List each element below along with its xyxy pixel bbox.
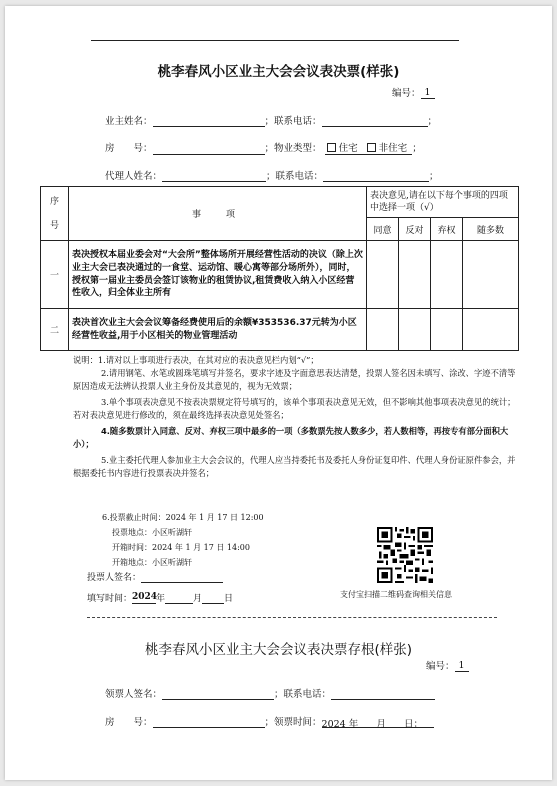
row-item-text: 表决授权本届业委会对“大会所”整体场所开展经营性活动的决议（除上次业主大会已表决通过的一食堂、运动馆、暖心寓等部分场所外），同时，授权第一届业主委员会签订该物业的租赁协议,租赁费收入纳入小区经营性收入，归全体业主所有 [69,241,367,309]
seq-header [41,187,69,241]
fill-day-field[interactable] [202,592,224,604]
seq-header-bottom: 号 [49,220,59,231]
stub-receive-year: 2024 [321,719,346,730]
stub-title: 桃李春风小区业主大会会议表决票存根(样张) [144,642,413,658]
stub-number [426,658,469,672]
vote-table [40,186,519,351]
option-agree: 同意 [367,218,399,241]
ballot-title: 桃李春风小区业主大会会议表决票(样张) [157,64,400,80]
room-row [105,140,422,155]
option-majority: 随多数 [463,218,519,241]
agent-phone-field[interactable] [323,170,429,182]
fill-month-unit: 月 [193,594,203,604]
instructions [73,354,521,480]
stub-phone-label: ；联系电话： [274,689,332,700]
signer-label: 投票人签名： [87,573,142,583]
note-1: 说明：1.请对以上事项进行表决，在其对应的表决意见栏内划“√”； [73,355,319,365]
agent-name-label: 代理人姓名： [105,171,163,182]
opinion-header: 表决意见,请在以下每个事项的四项中选择一项（√） [367,187,519,218]
signer-row [87,570,223,583]
vote-cell-agree[interactable] [367,241,399,309]
stub-room-label: 房 号： [105,717,153,728]
property-type-label: ；物业类型： [264,143,322,154]
vote-cell-oppose[interactable] [399,241,431,309]
fill-time-label: 填写时间： [87,594,133,604]
open-location: 开箱地点：小区听湖轩 [112,558,192,567]
qr-code-icon [377,527,433,583]
property-type-nonresidential: 非住宅 [378,143,408,154]
open-time: 开箱时间：2024 年 1 月 17 日 14:00 [112,543,250,552]
vote-cell-agree[interactable] [367,309,399,351]
stub-room-field[interactable] [153,716,265,728]
vote-cell-abstain[interactable] [431,241,463,309]
stub-year-unit: 年 [348,719,359,730]
option-oppose: 反对 [399,218,431,241]
note-4: 4.随多数票计入同意、反对、弃权三项中最多的一项（多数票先按人数多少，若人数相等，再按专有部分面积大小）； [73,426,509,449]
vote-cell-majority[interactable] [463,309,519,351]
fill-month-field[interactable] [165,592,193,604]
agent-name-field[interactable] [162,170,266,182]
stub-number-label: 编号： [426,661,455,672]
ballot-number-value: 1 [421,87,435,99]
seq-header-top: 序 [49,196,59,207]
row-number: 二 [41,309,69,351]
owner-row-semicolon: ； [427,116,438,127]
stub-receive-time-label: ；领票时间： [264,717,322,728]
ballot-page [5,6,552,780]
agent-row-semicolon: ； [429,171,439,182]
top-rule [91,40,459,41]
owner-row [105,113,437,127]
option-abstain: 弃权 [431,218,463,241]
tear-line [87,617,497,618]
owner-name-label: 业主姓名： [105,116,153,127]
stub-receiver-field[interactable] [162,688,274,700]
checkbox-icon[interactable] [367,143,376,152]
owner-phone-label: ；联系电话： [264,116,322,127]
ballot-number [392,85,435,99]
stub-day-unit: 日： [404,719,424,730]
note-3: 3.单个事项表决意见不按表决票规定符号填写的，该单个事项表决意见无效，但不影响其他事项表决意见的统计；若对表决意见进行修改的，须在最终选择表决意见处签名； [73,397,516,420]
stub-phone-field[interactable] [331,688,435,700]
fill-year-unit: 年 [156,594,166,604]
stub-receiver-row [105,686,435,700]
vote-deadline: 6.投票截止时间：2024 年 1 月 17 日 12:00 [102,513,264,522]
property-type-options [325,143,413,155]
fill-year[interactable]: 2024 [132,592,158,602]
room-row-semicolon: ； [412,143,422,154]
stub-room-row [105,714,434,728]
stub-month-unit: 月 [376,719,386,730]
vote-cell-majority[interactable] [463,241,519,309]
owner-name-field[interactable] [153,115,265,127]
stub-number-value: 1 [455,660,469,672]
property-type-residential: 住宅 [338,143,358,154]
qr-caption: 支付宝扫描二维码查询相关信息 [340,590,452,599]
item-header: 事 项 [69,187,367,241]
agent-phone-label: ；联系电话： [266,171,324,182]
vote-location: 投票地点：小区听湖轩 [112,528,192,537]
room-label: 房 号： [105,143,153,154]
fill-day-unit: 日 [224,594,234,604]
checkbox-icon[interactable] [327,143,336,152]
note-5: 5.业主委托代理人参加业主大会会议的，代理人应当持委托书及委托人身份证复印件、代理人身份证原件参会，并根据委托书内容进行投票表决并签名； [73,455,516,478]
row-item-text: 表决首次业主大会会议筹备经费使用后的余额¥353536.37元转为小区经营性收益,用于小区相关的物业管理活动 [69,309,367,351]
fill-time-row [87,591,233,604]
agent-row [105,168,439,182]
owner-phone-field[interactable] [322,115,428,127]
signer-field[interactable] [141,571,223,583]
ballot-number-label: 编号： [392,88,421,99]
row-number: 一 [41,241,69,309]
stub-receive-date-field[interactable] [322,716,434,728]
room-field[interactable] [153,143,265,155]
vote-cell-abstain[interactable] [431,309,463,351]
note-2: 2.请用钢笔、水笔或圆珠笔填写并签名，要求字迹及字面意思表达清楚，投票人签名因未填写、涂改、字迹不清等原因造成无法辨认投票人业主身份及其意见的，视为无效票； [73,368,516,391]
vote-cell-oppose[interactable] [399,309,431,351]
stub-receiver-label: 领票人签名： [105,689,163,700]
